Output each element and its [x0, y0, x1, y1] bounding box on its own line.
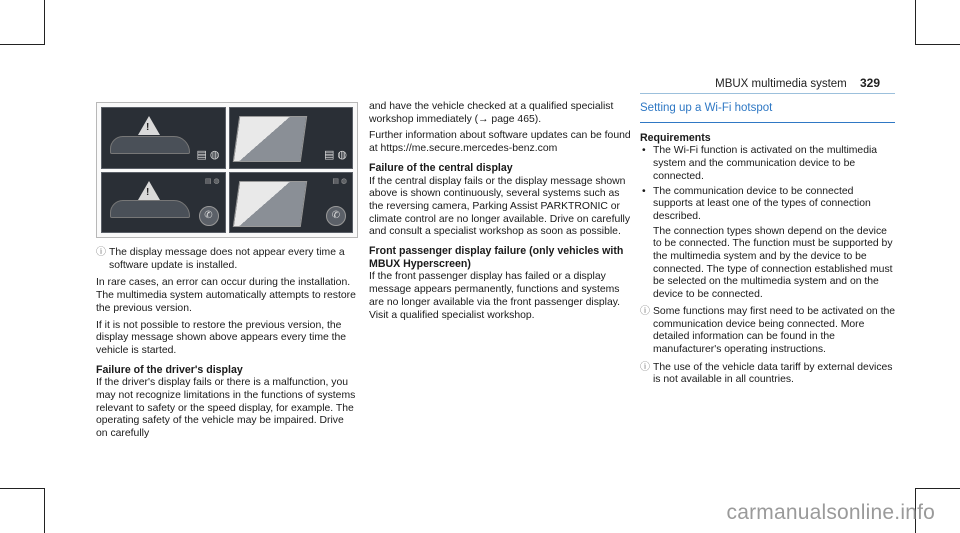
list-item: • The communication device to be connected supports at least one of the types of connection described. [640, 186, 895, 224]
figure-panel-1: ! ▤ ◍ [101, 107, 226, 169]
paragraph: If the central display fails or the display message shown above is shown continuously, several systems such as the reversing camera, Parking Assist PARKTRONIC or climate control are no longer available. Drive on carefully and consult a specialist workshop as soon as possible. [369, 175, 631, 238]
display-message-figure [96, 102, 358, 238]
screen-icon [232, 181, 306, 227]
crop-mark [0, 44, 45, 45]
right-column [640, 101, 895, 392]
status-icon: ▤ ◍ [332, 177, 347, 185]
crop-mark [0, 488, 45, 489]
car-icon [110, 200, 190, 218]
paragraph: If the driver's display fails or there is a malfunction, you may not recognize limitations in the functions of systems relevant to safety or the speed display, for example. The operating safety of the vehicle may be impaired. Drive on carefully [96, 377, 356, 440]
heading-driver-display: Failure of the driver's display [96, 363, 243, 376]
info-note: ⓘ The display message does not appear every time a software update is installed. [96, 247, 345, 271]
crop-mark [44, 0, 45, 45]
media-icon: ▤ ◍ [323, 148, 347, 161]
paragraph: If the front passenger display has failed or a display message appears permanently, functions and systems are no longer available via the front passenger display. Visit a qualified specialist workshop. [369, 271, 621, 321]
info-icon: ⓘ [640, 361, 650, 373]
screen-icon [232, 116, 306, 162]
paragraph: If it is not possible to restore the previous version, the display message shown above appears every time the vehicle is started. [96, 319, 347, 356]
figure-panel-3: ! ▤ ◍ ✆ [101, 172, 226, 234]
figure-panel-4 [229, 172, 354, 234]
left-column [96, 102, 358, 445]
paragraph: The connection types shown depend on the device to be connected. The function must be supported by the multimedia system and by the device to be connected. The type of connection established must be selected on the multimedia system and on the device to be connected. [653, 225, 893, 301]
page-number: 329 [859, 76, 880, 90]
heading-requirements: Requirements [640, 131, 711, 144]
header-rule [640, 93, 895, 94]
paragraph: In rare cases, an error can occur during the installation. The multimedia system automatically attempts to restore the previous version. [96, 277, 356, 314]
info-icon: ⓘ [96, 247, 106, 258]
phone-icon: ✆ [199, 206, 219, 226]
crop-mark [915, 0, 916, 45]
media-icon: ▤ ◍ [196, 148, 220, 161]
page-header [715, 76, 880, 90]
info-note: ⓘ The use of the vehicle data tariff by external devices is not available in all countries. [640, 361, 893, 386]
heading-central-display: Failure of the central display [369, 161, 513, 174]
status-icon: ▤ ◍ [204, 177, 220, 185]
info-note: ⓘ Some functions may first need to be activated on the communication device being connected. More detailed information can be found in the manufacturer's operating instructions. [640, 305, 896, 355]
crop-mark [915, 488, 960, 489]
section-title: Setting up a Wi-Fi hotspot [640, 102, 773, 114]
heading-front-passenger-display: Front passenger display failure (only vehicles with MBUX Hyperscreen) [369, 245, 624, 270]
section-title-underline [640, 122, 895, 123]
crop-mark [915, 44, 960, 45]
header-title: MBUX multimedia system [715, 78, 847, 90]
phone-icon: ✆ [326, 206, 346, 226]
crop-mark [44, 488, 45, 533]
paragraph: Further information about software updates can be found at https://me.secure.mercedes-benz.com [369, 130, 631, 155]
paragraph: and have the vehicle checked at a qualified specialist workshop immediately (→ page 465). [369, 101, 614, 125]
watermark: carmanualsonline.info [726, 501, 935, 524]
info-icon: ⓘ [640, 305, 650, 317]
car-icon [110, 136, 190, 154]
middle-column [369, 101, 631, 326]
list-item: • The Wi-Fi function is activated on the multimedia system and the communication device to be connected. [640, 145, 895, 183]
figure-panel-2 [229, 107, 354, 169]
